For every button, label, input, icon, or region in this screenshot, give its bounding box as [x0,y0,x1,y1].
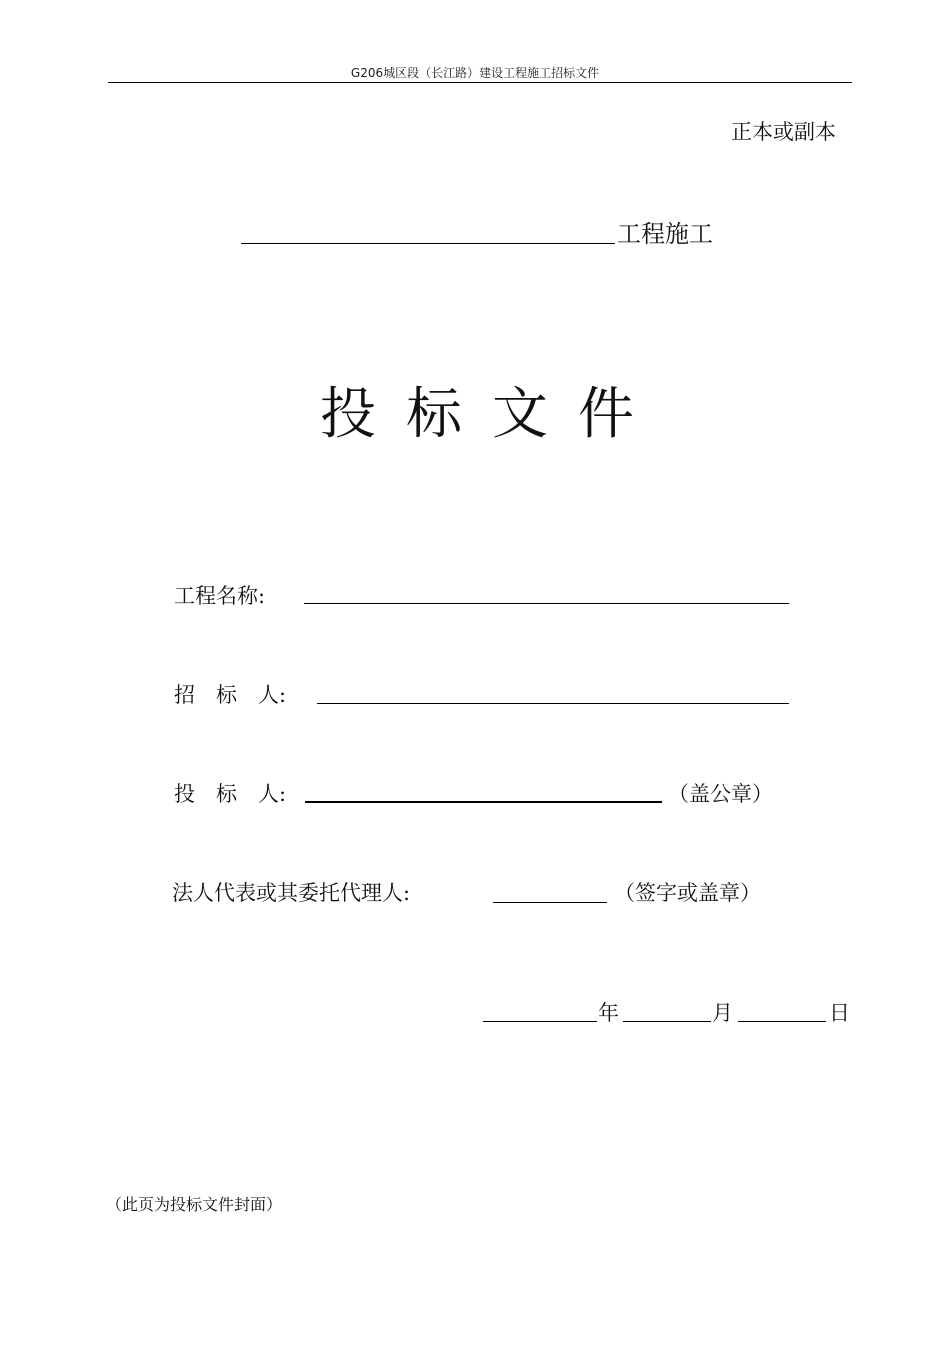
bidder-field[interactable] [305,801,662,803]
document-title: 投标文件 [320,382,664,447]
date-month-field[interactable] [623,1021,711,1022]
date-month-label: 月 [712,1001,733,1025]
cover-page-note: （此页为投标文件封面） [106,1195,283,1214]
project-suffix-label: 工程施工 [617,220,713,248]
project-name-field[interactable] [304,603,789,604]
tenderer-field[interactable] [317,703,789,704]
date-day-label: 日 [829,1001,850,1025]
legal-rep-field[interactable] [493,902,607,903]
running-header: G206城区段（长江路）建设工程施工招标文件 [350,66,600,80]
project-name-blank[interactable] [241,243,615,244]
legal-rep-sign-note: （签字或盖章） [614,881,761,905]
header-divider [108,82,852,83]
tenderer-label: 招 标 人: [174,683,287,707]
date-year-label: 年 [598,1001,619,1025]
bidder-seal-note: （盖公章） [668,782,773,806]
date-year-field[interactable] [483,1021,597,1022]
copy-type-label: 正本或副本 [731,120,836,144]
project-name-label: 工程名称: [174,584,266,608]
date-day-field[interactable] [738,1021,826,1022]
legal-rep-label: 法人代表或其委托代理人: [172,881,411,905]
bidder-label: 投 标 人: [174,782,287,806]
